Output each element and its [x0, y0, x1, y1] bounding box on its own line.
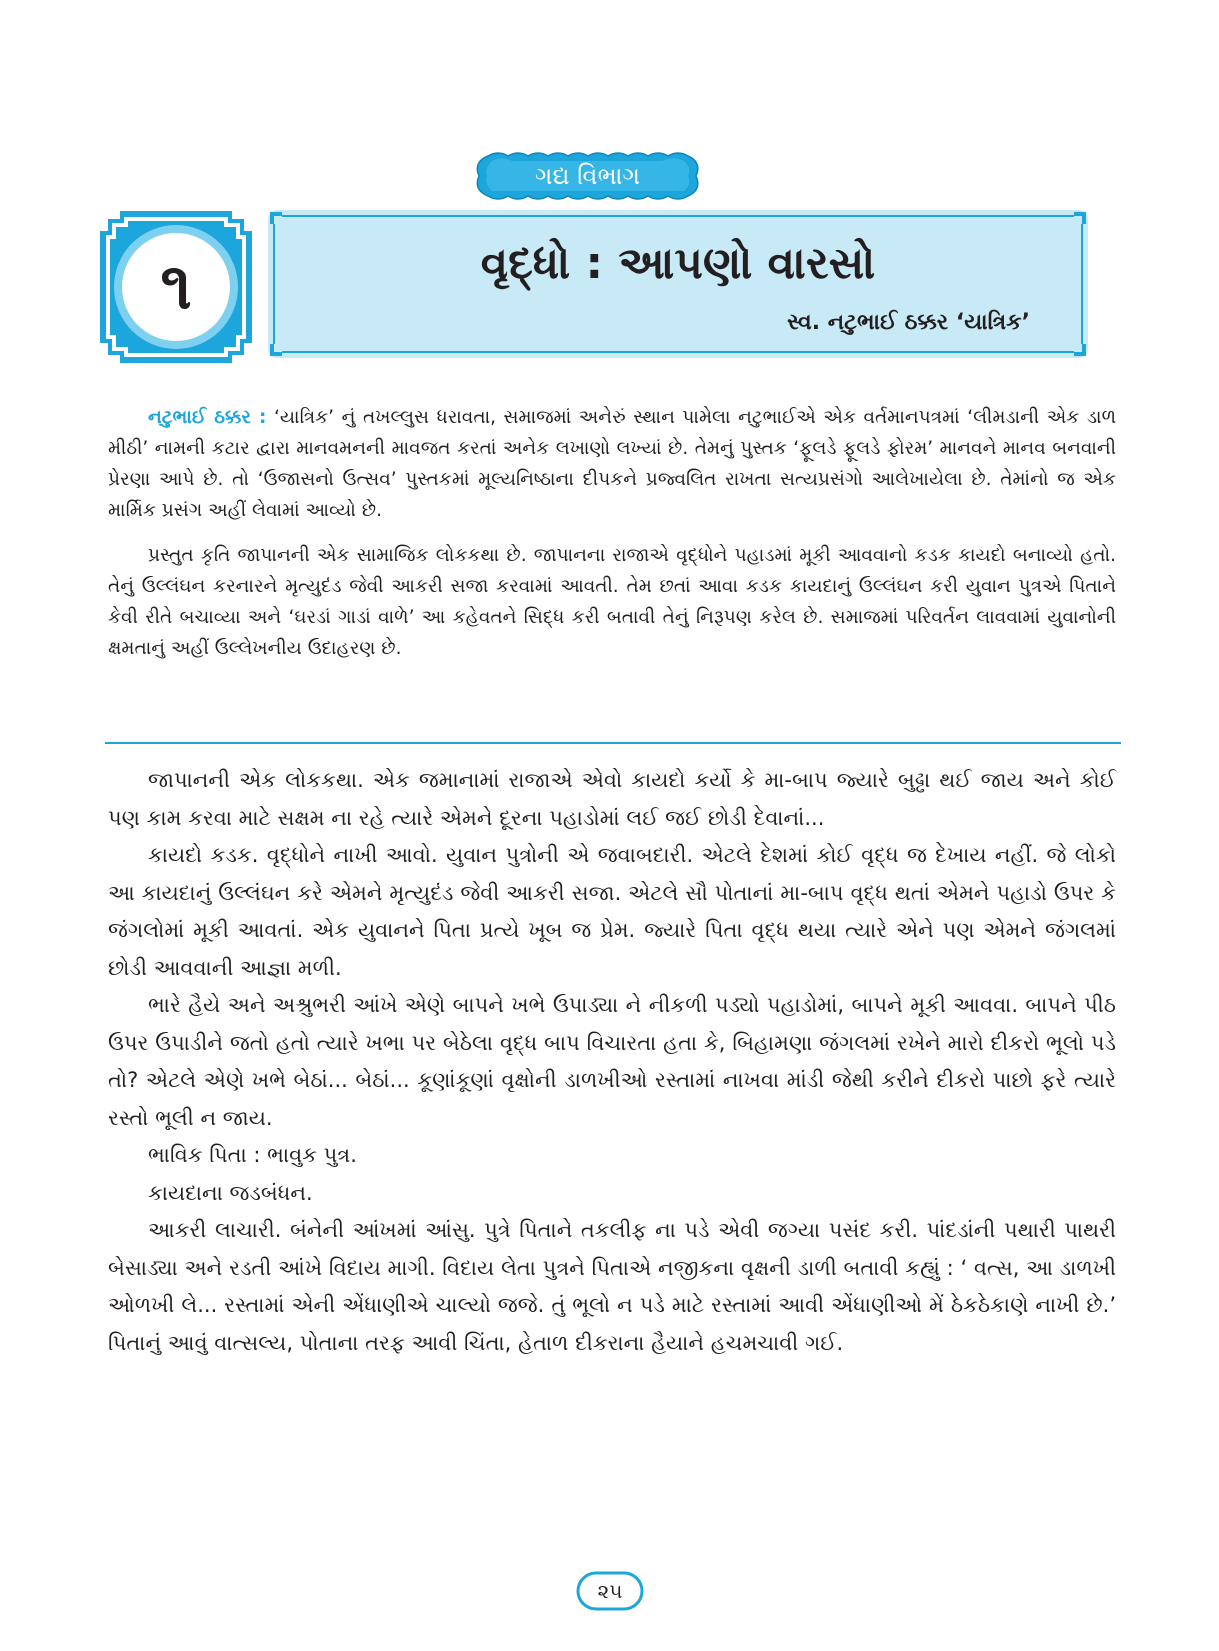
- story-paragraph: ભાવિક પિતા : ભાવુક પુત્ર.: [148, 1143, 357, 1167]
- chapter-author: સ્વ. નટુભાઈ ઠક્કર ‘યાત્રિક’: [787, 310, 1030, 335]
- story-paragraph: જાપાનની એક લોકકથા. એક જમાનામાં રાજાએ એવો કાયદો કર્યો કે મા-બાપ જ્યારે બુઢ્ઢા થઈ જાય અને કોઈ પણ કામ કરવા માટે સક્ષમ ના રહે ત્યારે એમને દૂરના પહાડોમાં લઈ જઈ છોડી દેવાનાં...: [108, 768, 1116, 830]
- chapter-title-box: [268, 210, 1088, 358]
- chapter-number-badge: [100, 211, 252, 363]
- chapter-number: ૧: [160, 250, 192, 324]
- story-paragraph: ભારે હૈયે અને અશ્રુભરી આંખે એણે બાપને ખભે ઉપાડ્યા ને નીકળી પડ્યો પહાડોમાં, બાપને મૂકી આવવા. બાપને પીઠ ઉપર ઉપાડીને જતો હતો ત્યારે ખભા પર બેઠેલા વૃદ્ધ બાપ વિચારતા હતા કે, બિહામણા જંગલમાં રખેને મારો દીકરો ભૂલો પડે તો? એટલે એણે ખભે બેઠાં... બેઠાં... કૂણાંકૂણાં વૃક્ષોની ડાળખીઓ રસ્તામાં નાખવા માંડી જેથી કરીને દીકરો પાછો ફરે ત્યારે રસ્તો ભૂલી ન જાય.: [108, 993, 1116, 1130]
- story-body: [108, 762, 1116, 1362]
- section-banner: [470, 148, 705, 204]
- page-number: ૨૫: [597, 1579, 623, 1603]
- story-paragraph: કાયદો કડક. વૃદ્ધોને નાખી આવો. યુવાન પુત્રોની એ જવાબદારી. એટલે દેશમાં કોઈ વૃદ્ધ જ દેખાય નહીં. જે લોકો આ કાયદાનું ઉલ્લંઘન કરે એમને મૃત્યુદંડ જેવી આકરી સજા. એટલે સૌ પોતાનાં મા-બાપ વૃદ્ધ થતાં એમને પહાડો ઉપર કે જંગલોમાં મૂકી આવતાં. એક યુવાનને પિતા પ્રત્યે ખૂબ જ પ્રેમ. જ્યારે પિતા વૃદ્ધ થયા ત્યારે એને પણ એમને જંગલમાં છોડી આવવાની આજ્ઞા મળી.: [108, 843, 1116, 980]
- intro-paragraph-2: પ્રસ્તુત કૃતિ જાપાનની એક સામાજિક લોકકથા છે. જાપાનના રાજાએ વૃદ્ધોને પહાડમાં મૂકી આવવાનો કડક કાયદો બનાવ્યો હતો. તેનું ઉલ્લંઘન કરનારને મૃત્યુદંડ જેવી આકરી સજા કરવામાં આવતી. તેમ છતાં આવા કડક કાયદાનું ઉલ્લંઘન કરી યુવાન પુત્રએ પિતાને કેવી રીતે બચાવ્યા અને ‘ઘરડાં ગાડાં વાળે’ આ કહેવતને સિદ્ધ કરી બતાવી તેનું નિરૂપણ કરેલ છે. સમાજમાં પરિવર્તન લાવવામાં યુવાનોની ક્ષમતાનું અહીં ઉલ્લેખનીય ઉદાહરણ છે.: [108, 545, 1116, 659]
- author-introduction: [108, 402, 1116, 678]
- section-divider: [105, 742, 1121, 744]
- intro-paragraph-1: [108, 402, 1116, 526]
- intro-paragraph-1-text: ‘યાત્રિક’ નું તખલ્લુસ ધરાવતા, સમાજમાં અનેરું સ્થાન પામેલા નટુભાઈએ એક વર્તમાનપત્રમાં ‘લીમડાની એક ડાળ મીઠી’ નામની કટાર દ્વારા માનવમનની માવજત કરતાં અનેક લખાણો લખ્યાં છે. તેમનું પુસ્તક ‘ફૂલડે ફૂલડે ફોરમ’ માનવને માનવ બનવાની પ્રેરણા આપે છે. તો ‘ઉજાસનો ઉત્સવ’ પુસ્તકમાં મૂલ્યનિષ્ઠાના દીપકને પ્રજ્વલિત રાખતા સત્યપ્રસંગો આલેખાયેલા છે. તેમાંનો જ એક માર્મિક પ્રસંગ અહીં લેવામાં આવ્યો છે.: [108, 407, 1116, 521]
- story-paragraph: કાયદાના જડબંધન.: [148, 1180, 313, 1205]
- story-paragraph: આકરી લાચારી. બંનેની આંખમાં આંસુ. પુત્રે પિતાને તકલીફ ના પડે એવી જગ્યા પસંદ કરી. પાંદડાંની પથારી પાથરી બેસાડ્યા અને રડતી આંખે વિદાય માગી. વિદાય લેતા પુત્રને પિતાએ નજીકના વૃક્ષની ડાળી બતાવી કહ્યું : ‘ વત્સ, આ ડાળખી ઓળખી લે... રસ્તામાં એની એંધાણીએ ચાલ્યો જજે. તું ભૂલો ન પડે માટે રસ્તામાં આવી એંધાણીઓ મેં ઠેકઠેકાણે નાખી છે.’ પિતાનું આવું વાત્સલ્ય, પોતાના તરફ આવી ચિંતા, હેતાળ દીકરાના હૈયાને હચમચાવી ગઈ.: [108, 1218, 1116, 1355]
- chapter-title: વૃદ્ધો : આપણો વારસો: [480, 238, 876, 289]
- intro-author-lead: નટુભાઈ ઠક્કર :: [148, 407, 267, 428]
- page-number-badge: [576, 1571, 644, 1611]
- section-label: ગદ્ય વિભાગ: [534, 162, 641, 190]
